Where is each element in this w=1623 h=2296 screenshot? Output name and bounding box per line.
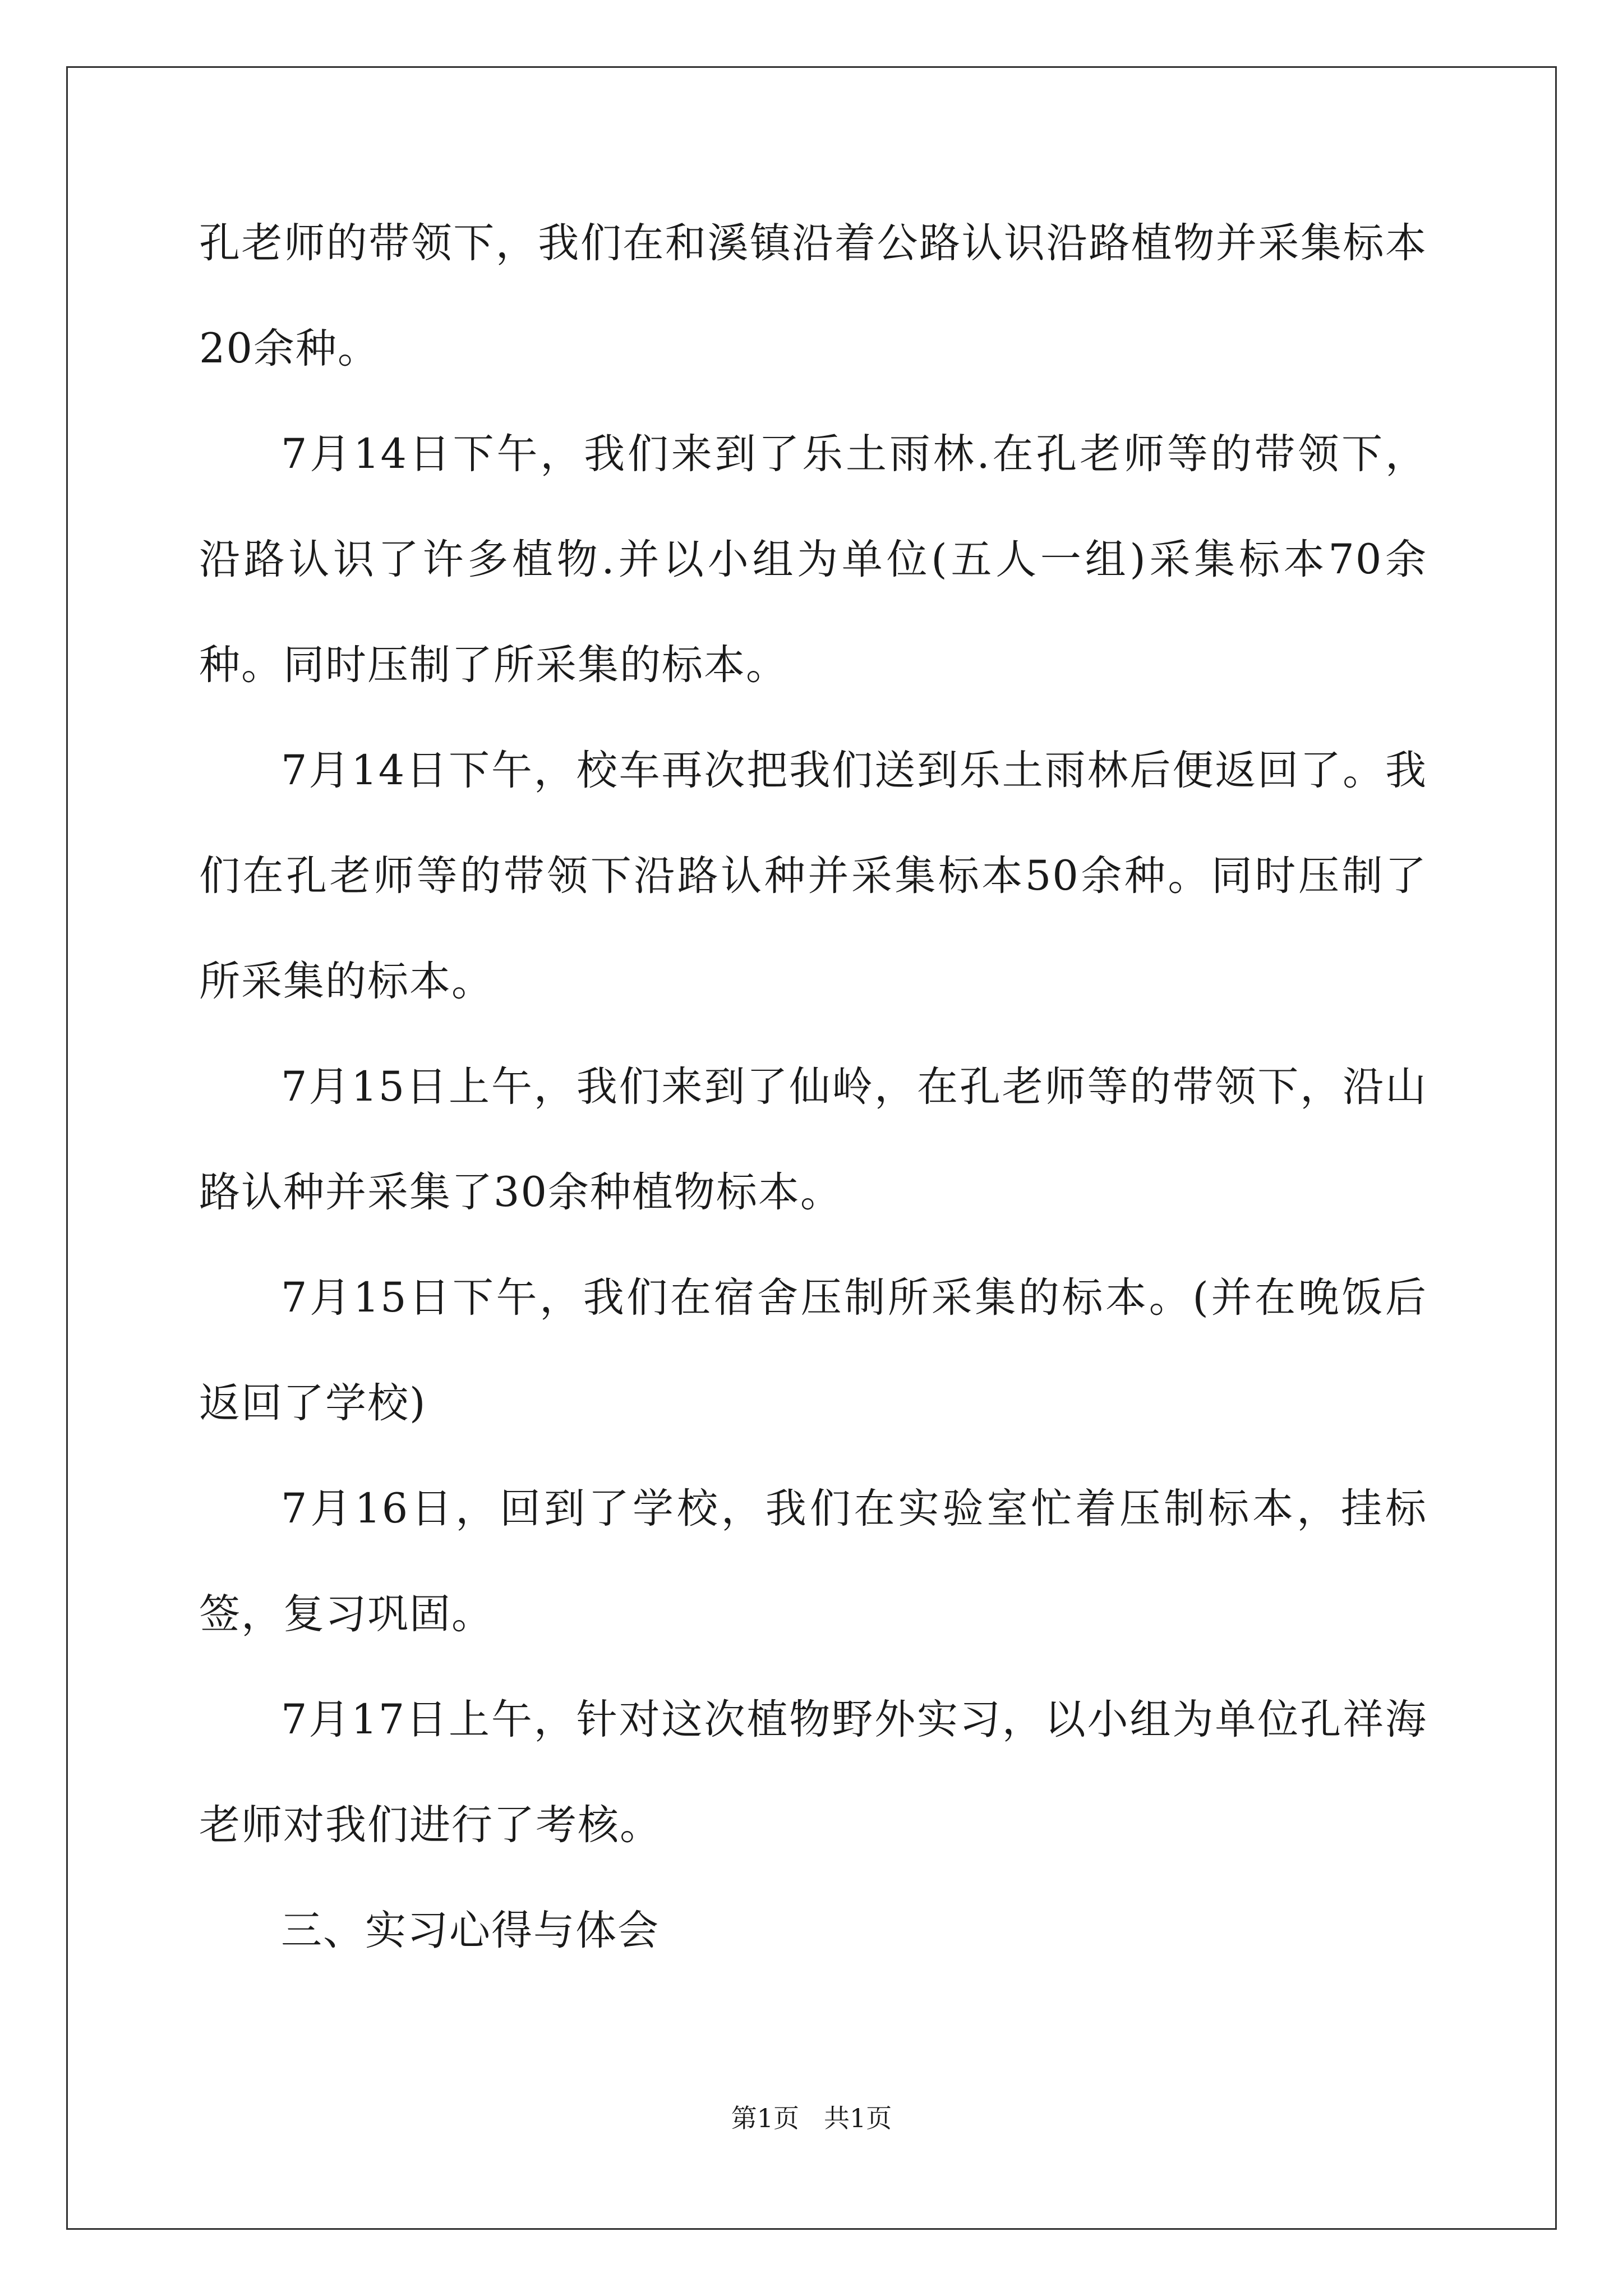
paragraph-4: 7月15日上午，我们来到了仙岭，在孔老师等的带领下，沿山路认种并采集了30余种植物标本。	[199, 1063, 1427, 1216]
section-heading: 三、实习心得与体会	[281, 1907, 660, 1954]
page-footer	[0, 2098, 1623, 2135]
paragraph-7: 7月17日上午，针对这次植物野外实习，以小组为单位孔祥海老师对我们进行了考核。	[199, 1696, 1427, 1849]
paragraph-6: 7月16日，回到了学校，我们在实验室忙着压制标本，挂标签，复习巩固。	[199, 1485, 1427, 1638]
paragraph-2: 7月14日下午，我们来到了乐土雨林.在孔老师等的带领下，沿路认识了许多植物.并以小组为单位(五人一组)采集标本70余种。同时压制了所采集的标本。	[199, 430, 1427, 689]
document-body	[199, 191, 1427, 1984]
paragraph-5: 7月15日下午，我们在宿舍压制所采集的标本。(并在晚饭后返回了学校)	[199, 1274, 1427, 1427]
paragraph-3: 7月14日下午，校车再次把我们送到乐土雨林后便返回了。我们在孔老师等的带领下沿路认种并采集标本50余种。同时压制了所采集的标本。	[199, 747, 1427, 1005]
page-total: 共1页	[823, 2103, 892, 2133]
page-number: 第1页	[731, 2103, 800, 2133]
paragraph-1: 孔老师的带领下，我们在和溪镇沿着公路认识沿路植物并采集标本20余种。	[199, 219, 1427, 372]
